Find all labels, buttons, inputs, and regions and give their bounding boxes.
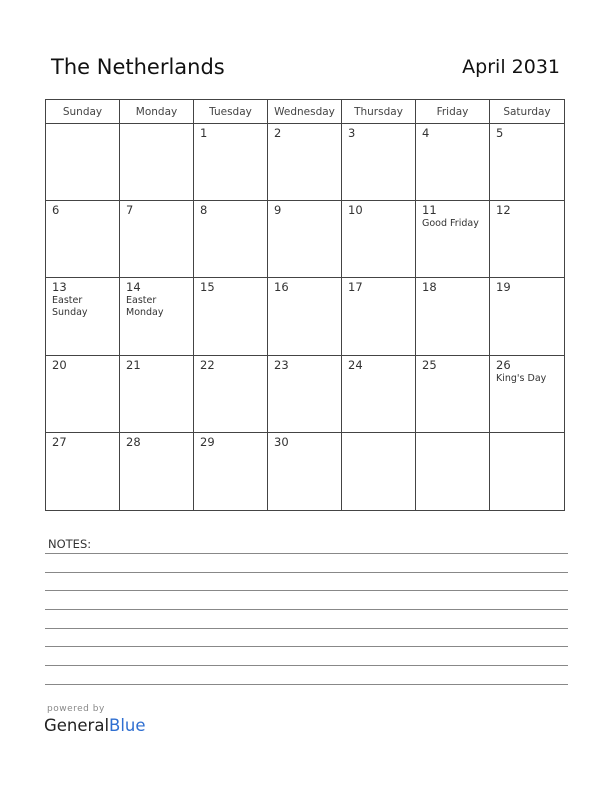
day-cell[interactable] [268,356,342,433]
day-number: 2 [274,126,282,140]
calendar-country-title: The Netherlands [51,55,225,79]
day-number: 30 [274,434,289,449]
notes-label: NOTES: [48,537,92,551]
day-cell[interactable] [416,201,490,278]
day-cell[interactable] [194,124,268,201]
day-number: 1 [200,126,208,140]
day-cell[interactable] [416,278,490,355]
day-number: 23 [274,357,289,372]
day-cell[interactable] [342,201,416,278]
day-number: 11 [422,203,437,218]
weekday-header-friday: Friday [416,100,490,124]
day-number: 10 [348,203,363,218]
day-cell[interactable] [120,124,194,201]
day-cell[interactable] [46,433,120,510]
day-cell[interactable] [490,124,564,201]
note-line [45,609,568,610]
day-cell[interactable] [490,433,564,510]
note-line [45,628,568,629]
note-line [45,665,568,666]
weekday-header-saturday: Saturday [490,100,564,124]
day-number: 24 [348,357,363,372]
weekday-header-tuesday: Tuesday [194,100,268,124]
calendar-grid [45,99,565,511]
note-line [45,553,568,554]
day-cell[interactable] [120,433,194,510]
day-number: 26 [496,357,511,372]
day-cell[interactable] [46,278,120,355]
day-cell[interactable] [342,278,416,355]
weekday-header-wednesday: Wednesday [268,100,342,124]
day-number: 28 [126,434,141,449]
day-cell[interactable] [268,201,342,278]
day-cell[interactable] [268,124,342,201]
day-cell[interactable] [268,433,342,510]
day-cell[interactable] [490,201,564,278]
day-number: 13 [52,280,67,295]
day-number: 25 [422,357,437,372]
day-number: 29 [200,434,215,449]
day-number: 16 [274,280,289,295]
day-cell[interactable] [490,278,564,355]
brand-general-text: General [44,716,110,735]
brand-blue-text: Blue [109,716,146,735]
day-cell[interactable] [194,433,268,510]
day-cell[interactable] [120,356,194,433]
calendar-month-title: April 2031 [462,56,560,78]
day-number: 17 [348,280,363,295]
note-line [45,572,568,573]
note-line [45,646,568,647]
day-cell[interactable] [416,124,490,201]
generalblue-logo[interactable] [44,716,146,735]
holiday-label: Easter Sunday [52,295,88,319]
day-cell[interactable] [416,356,490,433]
day-number: 12 [496,203,511,218]
day-number: 27 [52,434,67,449]
day-cell[interactable] [194,201,268,278]
day-cell[interactable] [120,201,194,278]
day-cell[interactable] [46,124,120,201]
day-number: 4 [422,126,430,140]
day-cell[interactable] [46,201,120,278]
holiday-label: Good Friday [422,218,479,230]
day-number: 21 [126,357,141,372]
weekday-header-thursday: Thursday [342,100,416,124]
weekday-header-monday: Monday [120,100,194,124]
day-number: 14 [126,280,141,295]
day-number: 19 [496,280,511,295]
day-cell[interactable] [342,124,416,201]
day-number: 15 [200,280,215,295]
day-cell[interactable] [342,356,416,433]
day-number: 18 [422,280,437,295]
day-cell[interactable] [490,356,564,433]
powered-by-text: powered by [47,704,105,714]
day-cell[interactable] [268,278,342,355]
holiday-label: Easter Monday [126,295,164,319]
weekday-header-sunday: Sunday [46,100,120,124]
day-cell[interactable] [46,356,120,433]
holiday-label: King's Day [496,372,547,384]
day-number: 5 [496,126,504,140]
day-cell[interactable] [194,278,268,355]
day-number: 9 [274,203,282,218]
note-line [45,684,568,685]
day-number: 8 [200,203,208,218]
note-line [45,590,568,591]
day-number: 3 [348,126,356,140]
day-number: 22 [200,357,215,372]
day-cell[interactable] [342,433,416,510]
day-cell[interactable] [120,278,194,355]
day-cell[interactable] [416,433,490,510]
day-cell[interactable] [194,356,268,433]
day-number: 6 [52,203,60,218]
day-number: 7 [126,203,134,218]
day-number: 20 [52,357,67,372]
